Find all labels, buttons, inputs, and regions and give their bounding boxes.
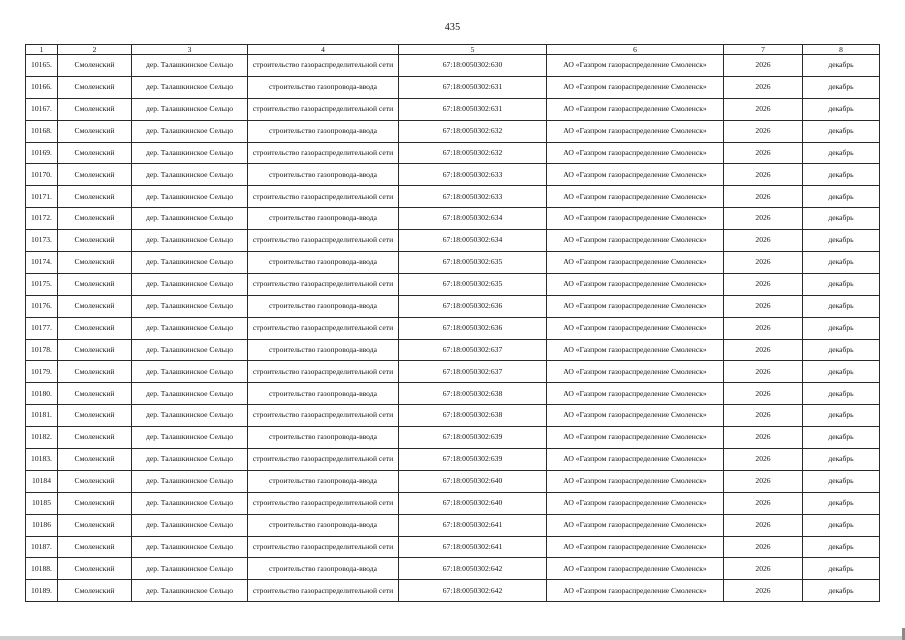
month-cell: декабрь xyxy=(803,295,880,317)
district-cell: Смоленский xyxy=(58,295,132,317)
table-row xyxy=(26,164,880,186)
column-header: 6 xyxy=(547,45,724,55)
organization-cell: АО «Газпром газораспределение Смоленск» xyxy=(547,186,724,208)
column-header: 8 xyxy=(803,45,880,55)
organization-cell: АО «Газпром газораспределение Смоленск» xyxy=(547,536,724,558)
month-cell: декабрь xyxy=(803,470,880,492)
row-number-cell: 10167. xyxy=(26,98,58,120)
district-cell: Смоленский xyxy=(58,383,132,405)
table-row xyxy=(26,580,880,602)
cadastral-number-cell: 67:18:0050302:630 xyxy=(399,55,547,77)
district-cell: Смоленский xyxy=(58,252,132,274)
page-number: 435 xyxy=(444,22,461,33)
cadastral-number-cell: 67:18:0050302:631 xyxy=(399,98,547,120)
year-cell: 2026 xyxy=(724,383,803,405)
cadastral-number-cell: 67:18:0050302:631 xyxy=(399,76,547,98)
organization-cell: АО «Газпром газораспределение Смоленск» xyxy=(547,98,724,120)
cadastral-number-cell: 67:18:0050302:634 xyxy=(399,208,547,230)
organization-cell: АО «Газпром газораспределение Смоленск» xyxy=(547,295,724,317)
organization-cell: АО «Газпром газораспределение Смоленск» xyxy=(547,339,724,361)
row-number-cell: 10189. xyxy=(26,580,58,602)
registry-table xyxy=(25,44,880,602)
district-cell: Смоленский xyxy=(58,142,132,164)
work-type-cell: строительство газораспределительной сети xyxy=(248,580,399,602)
month-cell: декабрь xyxy=(803,536,880,558)
month-cell: декабрь xyxy=(803,98,880,120)
year-cell: 2026 xyxy=(724,142,803,164)
cadastral-number-cell: 67:18:0050302:635 xyxy=(399,252,547,274)
cadastral-number-cell: 67:18:0050302:639 xyxy=(399,427,547,449)
cadastral-number-cell: 67:18:0050302:636 xyxy=(399,295,547,317)
year-cell: 2026 xyxy=(724,405,803,427)
month-cell: декабрь xyxy=(803,449,880,471)
month-cell: декабрь xyxy=(803,361,880,383)
month-cell: декабрь xyxy=(803,580,880,602)
work-type-cell: строительство газораспределительной сети xyxy=(248,142,399,164)
locality-cell: дер. Талашкинское Сельцо xyxy=(132,230,248,252)
row-number-cell: 10185 xyxy=(26,492,58,514)
month-cell: декабрь xyxy=(803,55,880,77)
table-row xyxy=(26,317,880,339)
month-cell: декабрь xyxy=(803,405,880,427)
row-number-cell: 10186 xyxy=(26,514,58,536)
month-cell: декабрь xyxy=(803,317,880,339)
work-type-cell: строительство газораспределительной сети xyxy=(248,317,399,339)
district-cell: Смоленский xyxy=(58,98,132,120)
table-row xyxy=(26,470,880,492)
table-row xyxy=(26,252,880,274)
organization-cell: АО «Газпром газораспределение Смоленск» xyxy=(547,514,724,536)
column-header: 1 xyxy=(26,45,58,55)
table-row xyxy=(26,514,880,536)
month-cell: декабрь xyxy=(803,120,880,142)
row-number-cell: 10175. xyxy=(26,273,58,295)
year-cell: 2026 xyxy=(724,76,803,98)
table-row xyxy=(26,55,880,77)
column-header: 3 xyxy=(132,45,248,55)
year-cell: 2026 xyxy=(724,252,803,274)
organization-cell: АО «Газпром газораспределение Смоленск» xyxy=(547,492,724,514)
year-cell: 2026 xyxy=(724,514,803,536)
cadastral-number-cell: 67:18:0050302:637 xyxy=(399,361,547,383)
row-number-cell: 10181. xyxy=(26,405,58,427)
district-cell: Смоленский xyxy=(58,317,132,339)
year-cell: 2026 xyxy=(724,470,803,492)
locality-cell: дер. Талашкинское Сельцо xyxy=(132,186,248,208)
column-header: 7 xyxy=(724,45,803,55)
locality-cell: дер. Талашкинское Сельцо xyxy=(132,273,248,295)
table-row xyxy=(26,208,880,230)
locality-cell: дер. Талашкинское Сельцо xyxy=(132,252,248,274)
locality-cell: дер. Талашкинское Сельцо xyxy=(132,76,248,98)
district-cell: Смоленский xyxy=(58,449,132,471)
cadastral-number-cell: 67:18:0050302:640 xyxy=(399,470,547,492)
cadastral-number-cell: 67:18:0050302:642 xyxy=(399,558,547,580)
year-cell: 2026 xyxy=(724,558,803,580)
cadastral-number-cell: 67:18:0050302:641 xyxy=(399,514,547,536)
district-cell: Смоленский xyxy=(58,514,132,536)
work-type-cell: строительство газопровода-ввода xyxy=(248,208,399,230)
cadastral-number-cell: 67:18:0050302:636 xyxy=(399,317,547,339)
row-number-cell: 10176. xyxy=(26,295,58,317)
locality-cell: дер. Талашкинское Сельцо xyxy=(132,317,248,339)
locality-cell: дер. Талашкинское Сельцо xyxy=(132,427,248,449)
cadastral-number-cell: 67:18:0050302:637 xyxy=(399,339,547,361)
table-row xyxy=(26,295,880,317)
year-cell: 2026 xyxy=(724,536,803,558)
row-number-cell: 10188. xyxy=(26,558,58,580)
table-row xyxy=(26,76,880,98)
work-type-cell: строительство газопровода-ввода xyxy=(248,76,399,98)
work-type-cell: строительство газораспределительной сети xyxy=(248,361,399,383)
district-cell: Смоленский xyxy=(58,427,132,449)
district-cell: Смоленский xyxy=(58,558,132,580)
locality-cell: дер. Талашкинское Сельцо xyxy=(132,120,248,142)
district-cell: Смоленский xyxy=(58,580,132,602)
district-cell: Смоленский xyxy=(58,536,132,558)
organization-cell: АО «Газпром газораспределение Смоленск» xyxy=(547,383,724,405)
month-cell: декабрь xyxy=(803,76,880,98)
locality-cell: дер. Талашкинское Сельцо xyxy=(132,295,248,317)
district-cell: Смоленский xyxy=(58,230,132,252)
cadastral-number-cell: 67:18:0050302:634 xyxy=(399,230,547,252)
work-type-cell: строительство газораспределительной сети xyxy=(248,492,399,514)
locality-cell: дер. Талашкинское Сельцо xyxy=(132,470,248,492)
work-type-cell: строительство газопровода-ввода xyxy=(248,514,399,536)
row-number-cell: 10173. xyxy=(26,230,58,252)
year-cell: 2026 xyxy=(724,186,803,208)
work-type-cell: строительство газораспределительной сети xyxy=(248,273,399,295)
row-number-cell: 10168. xyxy=(26,120,58,142)
row-number-cell: 10187. xyxy=(26,536,58,558)
organization-cell: АО «Газпром газораспределение Смоленск» xyxy=(547,55,724,77)
table-row xyxy=(26,383,880,405)
cadastral-number-cell: 67:18:0050302:633 xyxy=(399,164,547,186)
work-type-cell: строительство газораспределительной сети xyxy=(248,98,399,120)
year-cell: 2026 xyxy=(724,120,803,142)
table-row xyxy=(26,449,880,471)
table-row xyxy=(26,273,880,295)
year-cell: 2026 xyxy=(724,98,803,120)
table-row xyxy=(26,492,880,514)
row-number-cell: 10171. xyxy=(26,186,58,208)
table-row xyxy=(26,230,880,252)
district-cell: Смоленский xyxy=(58,405,132,427)
year-cell: 2026 xyxy=(724,449,803,471)
work-type-cell: строительство газопровода-ввода xyxy=(248,558,399,580)
year-cell: 2026 xyxy=(724,55,803,77)
district-cell: Смоленский xyxy=(58,208,132,230)
work-type-cell: строительство газораспределительной сети xyxy=(248,230,399,252)
cadastral-number-cell: 67:18:0050302:632 xyxy=(399,142,547,164)
row-number-cell: 10165. xyxy=(26,55,58,77)
cadastral-number-cell: 67:18:0050302:642 xyxy=(399,580,547,602)
column-header: 5 xyxy=(399,45,547,55)
locality-cell: дер. Талашкинское Сельцо xyxy=(132,536,248,558)
year-cell: 2026 xyxy=(724,208,803,230)
locality-cell: дер. Талашкинское Сельцо xyxy=(132,142,248,164)
table-row xyxy=(26,120,880,142)
table-row xyxy=(26,427,880,449)
header-row xyxy=(26,45,880,55)
month-cell: декабрь xyxy=(803,383,880,405)
district-cell: Смоленский xyxy=(58,186,132,208)
month-cell: декабрь xyxy=(803,427,880,449)
cadastral-number-cell: 67:18:0050302:639 xyxy=(399,449,547,471)
locality-cell: дер. Талашкинское Сельцо xyxy=(132,164,248,186)
organization-cell: АО «Газпром газораспределение Смоленск» xyxy=(547,252,724,274)
work-type-cell: строительство газопровода-ввода xyxy=(248,427,399,449)
year-cell: 2026 xyxy=(724,339,803,361)
work-type-cell: строительство газораспределительной сети xyxy=(248,186,399,208)
table-row xyxy=(26,186,880,208)
organization-cell: АО «Газпром газораспределение Смоленск» xyxy=(547,142,724,164)
locality-cell: дер. Талашкинское Сельцо xyxy=(132,98,248,120)
row-number-cell: 10169. xyxy=(26,142,58,164)
page-edge xyxy=(0,636,905,640)
month-cell: декабрь xyxy=(803,273,880,295)
row-number-cell: 10179. xyxy=(26,361,58,383)
organization-cell: АО «Газпром газораспределение Смоленск» xyxy=(547,470,724,492)
locality-cell: дер. Талашкинское Сельцо xyxy=(132,383,248,405)
column-header: 2 xyxy=(58,45,132,55)
table-row xyxy=(26,558,880,580)
month-cell: декабрь xyxy=(803,339,880,361)
table-row xyxy=(26,536,880,558)
locality-cell: дер. Талашкинское Сельцо xyxy=(132,580,248,602)
work-type-cell: строительство газопровода-ввода xyxy=(248,164,399,186)
organization-cell: АО «Газпром газораспределение Смоленск» xyxy=(547,558,724,580)
table-row xyxy=(26,361,880,383)
organization-cell: АО «Газпром газораспределение Смоленск» xyxy=(547,449,724,471)
locality-cell: дер. Талашкинское Сельцо xyxy=(132,558,248,580)
district-cell: Смоленский xyxy=(58,339,132,361)
month-cell: декабрь xyxy=(803,142,880,164)
month-cell: декабрь xyxy=(803,252,880,274)
month-cell: декабрь xyxy=(803,558,880,580)
cadastral-number-cell: 67:18:0050302:640 xyxy=(399,492,547,514)
district-cell: Смоленский xyxy=(58,120,132,142)
cadastral-number-cell: 67:18:0050302:641 xyxy=(399,536,547,558)
district-cell: Смоленский xyxy=(58,470,132,492)
work-type-cell: строительство газораспределительной сети xyxy=(248,405,399,427)
year-cell: 2026 xyxy=(724,273,803,295)
month-cell: декабрь xyxy=(803,208,880,230)
district-cell: Смоленский xyxy=(58,76,132,98)
work-type-cell: строительство газопровода-ввода xyxy=(248,252,399,274)
work-type-cell: строительство газопровода-ввода xyxy=(248,383,399,405)
year-cell: 2026 xyxy=(724,361,803,383)
row-number-cell: 10170. xyxy=(26,164,58,186)
organization-cell: АО «Газпром газораспределение Смоленск» xyxy=(547,405,724,427)
work-type-cell: строительство газораспределительной сети xyxy=(248,536,399,558)
cadastral-number-cell: 67:18:0050302:635 xyxy=(399,273,547,295)
month-cell: декабрь xyxy=(803,492,880,514)
district-cell: Смоленский xyxy=(58,55,132,77)
year-cell: 2026 xyxy=(724,164,803,186)
locality-cell: дер. Талашкинское Сельцо xyxy=(132,208,248,230)
organization-cell: АО «Газпром газораспределение Смоленск» xyxy=(547,273,724,295)
locality-cell: дер. Талашкинское Сельцо xyxy=(132,492,248,514)
district-cell: Смоленский xyxy=(58,492,132,514)
year-cell: 2026 xyxy=(724,427,803,449)
year-cell: 2026 xyxy=(724,295,803,317)
row-number-cell: 10172. xyxy=(26,208,58,230)
organization-cell: АО «Газпром газораспределение Смоленск» xyxy=(547,230,724,252)
row-number-cell: 10182. xyxy=(26,427,58,449)
work-type-cell: строительство газораспределительной сети xyxy=(248,449,399,471)
district-cell: Смоленский xyxy=(58,361,132,383)
organization-cell: АО «Газпром газораспределение Смоленск» xyxy=(547,76,724,98)
locality-cell: дер. Талашкинское Сельцо xyxy=(132,361,248,383)
table-row xyxy=(26,339,880,361)
district-cell: Смоленский xyxy=(58,273,132,295)
organization-cell: АО «Газпром газораспределение Смоленск» xyxy=(547,164,724,186)
table-row xyxy=(26,405,880,427)
organization-cell: АО «Газпром газораспределение Смоленск» xyxy=(547,120,724,142)
organization-cell: АО «Газпром газораспределение Смоленск» xyxy=(547,361,724,383)
table-row xyxy=(26,142,880,164)
month-cell: декабрь xyxy=(803,186,880,208)
cadastral-number-cell: 67:18:0050302:632 xyxy=(399,120,547,142)
work-type-cell: строительство газопровода-ввода xyxy=(248,120,399,142)
year-cell: 2026 xyxy=(724,317,803,339)
district-cell: Смоленский xyxy=(58,164,132,186)
work-type-cell: строительство газопровода-ввода xyxy=(248,470,399,492)
table-row xyxy=(26,98,880,120)
locality-cell: дер. Талашкинское Сельцо xyxy=(132,55,248,77)
row-number-cell: 10178. xyxy=(26,339,58,361)
month-cell: декабрь xyxy=(803,230,880,252)
work-type-cell: строительство газораспределительной сети xyxy=(248,55,399,77)
year-cell: 2026 xyxy=(724,580,803,602)
locality-cell: дер. Талашкинское Сельцо xyxy=(132,514,248,536)
row-number-cell: 10180. xyxy=(26,383,58,405)
work-type-cell: строительство газопровода-ввода xyxy=(248,295,399,317)
locality-cell: дер. Талашкинское Сельцо xyxy=(132,449,248,471)
month-cell: декабрь xyxy=(803,514,880,536)
row-number-cell: 10166. xyxy=(26,76,58,98)
organization-cell: АО «Газпром газораспределение Смоленск» xyxy=(547,208,724,230)
row-number-cell: 10183. xyxy=(26,449,58,471)
organization-cell: АО «Газпром газораспределение Смоленск» xyxy=(547,317,724,339)
row-number-cell: 10177. xyxy=(26,317,58,339)
cadastral-number-cell: 67:18:0050302:633 xyxy=(399,186,547,208)
locality-cell: дер. Талашкинское Сельцо xyxy=(132,405,248,427)
organization-cell: АО «Газпром газораспределение Смоленск» xyxy=(547,580,724,602)
year-cell: 2026 xyxy=(724,492,803,514)
month-cell: декабрь xyxy=(803,164,880,186)
column-header: 4 xyxy=(248,45,399,55)
locality-cell: дер. Талашкинское Сельцо xyxy=(132,339,248,361)
year-cell: 2026 xyxy=(724,230,803,252)
work-type-cell: строительство газопровода-ввода xyxy=(248,339,399,361)
row-number-cell: 10184 xyxy=(26,470,58,492)
cadastral-number-cell: 67:18:0050302:638 xyxy=(399,405,547,427)
cadastral-number-cell: 67:18:0050302:638 xyxy=(399,383,547,405)
row-number-cell: 10174. xyxy=(26,252,58,274)
organization-cell: АО «Газпром газораспределение Смоленск» xyxy=(547,427,724,449)
